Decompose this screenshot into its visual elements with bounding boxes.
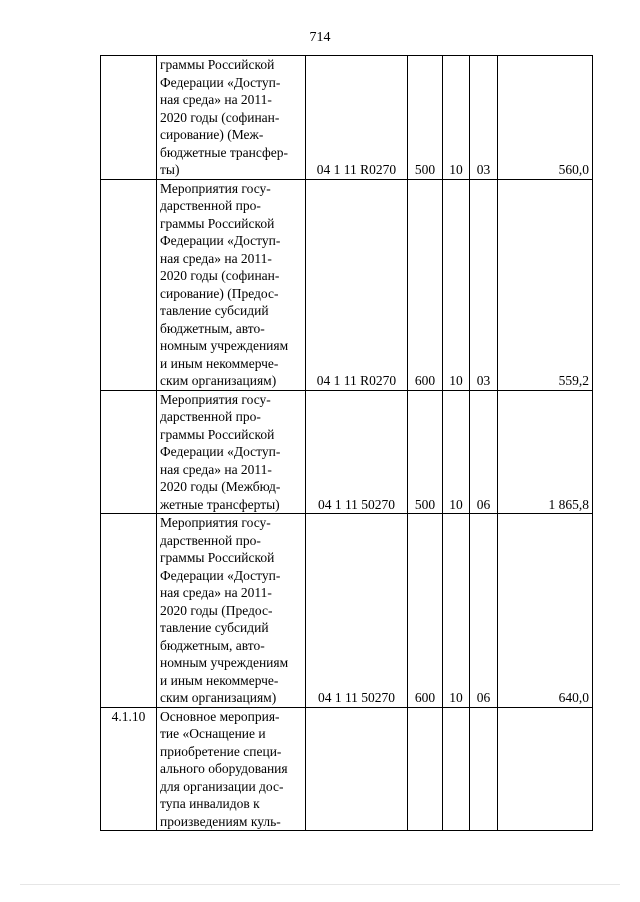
row-name-line: граммы Российской <box>160 215 275 231</box>
subsection-cell: 03 <box>470 179 498 390</box>
row-name-line: номным учреждениям <box>160 655 289 670</box>
row-name-line: сирование) (Предос- <box>160 285 279 301</box>
section-cell: 10 <box>443 56 470 180</box>
row-name-cell <box>157 56 306 180</box>
table-row <box>101 514 593 708</box>
budget-table <box>100 55 593 831</box>
row-number-cell <box>101 514 157 708</box>
target-article-cell: 04 1 11 50270 <box>306 514 408 708</box>
table-row <box>101 56 593 180</box>
row-name-line: Мероприятия госу- <box>160 515 271 530</box>
subsection-cell <box>470 707 498 831</box>
row-name-line: ты) <box>160 162 180 177</box>
row-number-cell <box>101 390 157 514</box>
table-row <box>101 707 593 831</box>
row-name-line: бюджетные трансфер- <box>160 144 289 160</box>
target-article-cell: 04 1 11 R0270 <box>306 179 408 390</box>
row-name-cell <box>157 390 306 514</box>
row-name-line: Федерации «Доступ- <box>160 444 281 459</box>
row-name-cell <box>157 707 306 831</box>
expense-type-cell: 600 <box>408 514 443 708</box>
row-name-line: 2020 годы (софинан- <box>160 268 280 283</box>
budget-table-body <box>101 56 593 831</box>
subsection-cell: 06 <box>470 514 498 708</box>
row-name-line: жетные трансферты) <box>160 496 280 512</box>
row-name-line: произведениям куль- <box>160 813 281 829</box>
row-name-line: Основное мероприя- <box>160 708 280 724</box>
row-name-line: для организации дос- <box>160 778 284 794</box>
row-number-cell <box>101 179 157 390</box>
amount-cell: 640,0 <box>498 514 593 708</box>
page-number: 714 <box>309 30 331 45</box>
row-name-cell <box>157 514 306 708</box>
row-name-line: ная среда» на 2011- <box>160 250 272 266</box>
row-name-line: сирование) (Меж- <box>160 127 264 142</box>
row-name-line: и иным некоммерче- <box>160 355 279 371</box>
row-name-line: приобретение специ- <box>160 743 282 759</box>
section-cell: 10 <box>443 514 470 708</box>
row-name-line: 2020 годы (софинан- <box>160 109 280 125</box>
row-name-line: ная среда» на 2011- <box>160 461 272 477</box>
target-article-cell: 04 1 11 50270 <box>306 390 408 514</box>
row-name-line: ная среда» на 2011- <box>160 92 272 107</box>
row-name-line: граммы Российской <box>160 550 275 565</box>
row-name-line: бюджетным, авто- <box>160 320 265 336</box>
amount-cell: 559,2 <box>498 179 593 390</box>
subsection-cell: 06 <box>470 390 498 514</box>
amount-cell <box>498 707 593 831</box>
table-row <box>101 390 593 514</box>
row-name-line: тавление субсидий <box>160 303 269 318</box>
row-name-line: тавление субсидий <box>160 620 269 635</box>
section-cell: 10 <box>443 390 470 514</box>
row-name-line: дарственной про- <box>160 198 261 213</box>
row-name-line: ским организациям) <box>160 690 277 705</box>
row-name-line: тие «Оснащение и <box>160 726 266 741</box>
section-cell <box>443 707 470 831</box>
subsection-cell: 03 <box>470 56 498 180</box>
row-name-line: Федерации «Доступ- <box>160 567 281 583</box>
section-cell: 10 <box>443 179 470 390</box>
row-name-line: граммы Российской <box>160 426 275 442</box>
target-article-cell <box>306 707 408 831</box>
row-name-line: Федерации «Доступ- <box>160 74 281 90</box>
row-name-line: бюджетным, авто- <box>160 637 265 653</box>
row-name-line: ная среда» на 2011- <box>160 585 272 600</box>
expense-type-cell: 500 <box>408 56 443 180</box>
row-number-cell: 4.1.10 <box>101 707 157 831</box>
row-name-line: дарственной про- <box>160 409 261 424</box>
amount-cell: 1 865,8 <box>498 390 593 514</box>
table-row <box>101 179 593 390</box>
expense-type-cell: 500 <box>408 390 443 514</box>
row-name-line: Мероприятия госу- <box>160 391 271 407</box>
row-name-line: 2020 годы (Предос- <box>160 602 273 618</box>
row-number-cell <box>101 56 157 180</box>
row-name-line: 2020 годы (Межбюд- <box>160 479 281 494</box>
row-name-line: дарственной про- <box>160 532 261 548</box>
row-name-line: тупа инвалидов к <box>160 796 260 811</box>
expense-type-cell <box>408 707 443 831</box>
row-name-line: и иным некоммерче- <box>160 672 279 688</box>
amount-cell: 560,0 <box>498 56 593 180</box>
row-name-line: номным учреждениям <box>160 338 289 353</box>
row-name-line: Мероприятия госу- <box>160 180 271 196</box>
scan-artifact-line <box>20 884 620 885</box>
row-name-line: ским организациям) <box>160 373 277 388</box>
row-name-line: Федерации «Доступ- <box>160 233 281 248</box>
row-name-line: граммы Российской <box>160 57 275 72</box>
expense-type-cell: 600 <box>408 179 443 390</box>
row-name-cell <box>157 179 306 390</box>
row-name-line: ального оборудования <box>160 761 288 776</box>
target-article-cell: 04 1 11 R0270 <box>306 56 408 180</box>
